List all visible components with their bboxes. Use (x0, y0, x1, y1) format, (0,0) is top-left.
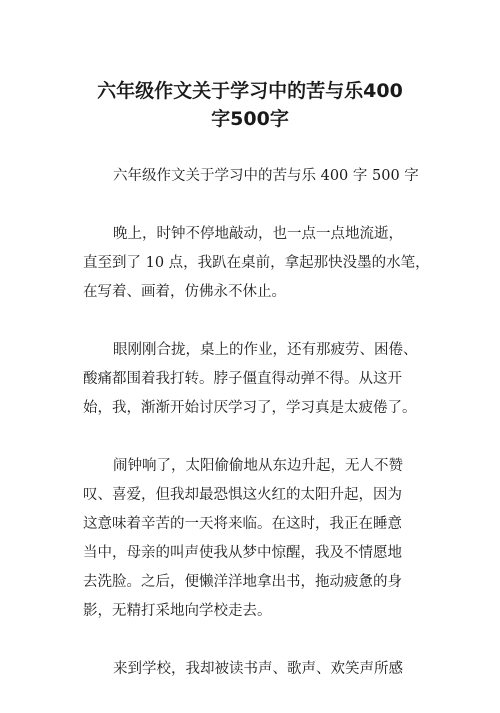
body-paragraph (83, 336, 423, 423)
paragraph-line: 在写着、画着，仿佛永不休止。 (83, 284, 286, 300)
document-title (40, 77, 460, 133)
paragraph-line: 六年级作文关于学习中的苦与乐 400 字 500 字 (113, 168, 419, 184)
paragraph-line: 闹钟响了，太阳偷偷地从东边升起，无人不赞 (113, 458, 403, 474)
body-paragraph (83, 452, 423, 626)
paragraph-line: 来到学校，我却被读书声、歌声、欢笑声所感 (113, 661, 403, 677)
paragraph-line: 这意味着辛苦的一天将来临。在这时，我正在睡意 (83, 516, 402, 532)
paragraph-line: 始，我，渐渐开始讨厌学习了，学习真是太疲倦了。 (83, 400, 417, 416)
title-line: 字500字 (211, 107, 289, 130)
paragraph-line: 酸痛都围着我打转。脖子僵直得动弹不得。从这开 (83, 371, 402, 387)
paragraph-line: 当中，母亲的叫声使我从梦中惊醒，我及不情愿地 (83, 545, 402, 561)
document-body (83, 162, 430, 713)
title-line: 六年级作文关于学习中的苦与乐400 (97, 79, 403, 102)
paragraph-line: 影，无精打采地向学校走去。 (83, 603, 272, 619)
paragraph-line: 晚上，时钟不停地敲动，也一点一点地流逝， (113, 226, 403, 242)
paragraph-line: 叹、喜爱，但我却最恐惧这火红的太阳升起，因为 (83, 487, 402, 503)
paragraph-line: 直至到了 10 点，我趴在桌前，拿起那快没墨的水笔， (83, 255, 430, 271)
body-paragraph (83, 655, 423, 684)
paragraph-line: 眼刚刚合拢，桌上的作业，还有那疲劳、困倦、 (113, 342, 418, 358)
subtitle-paragraph (83, 162, 423, 191)
paragraph-line: 去洗脸。之后，便懒洋洋地拿出书，拖动疲惫的身 (83, 574, 402, 590)
body-paragraph (83, 220, 430, 307)
